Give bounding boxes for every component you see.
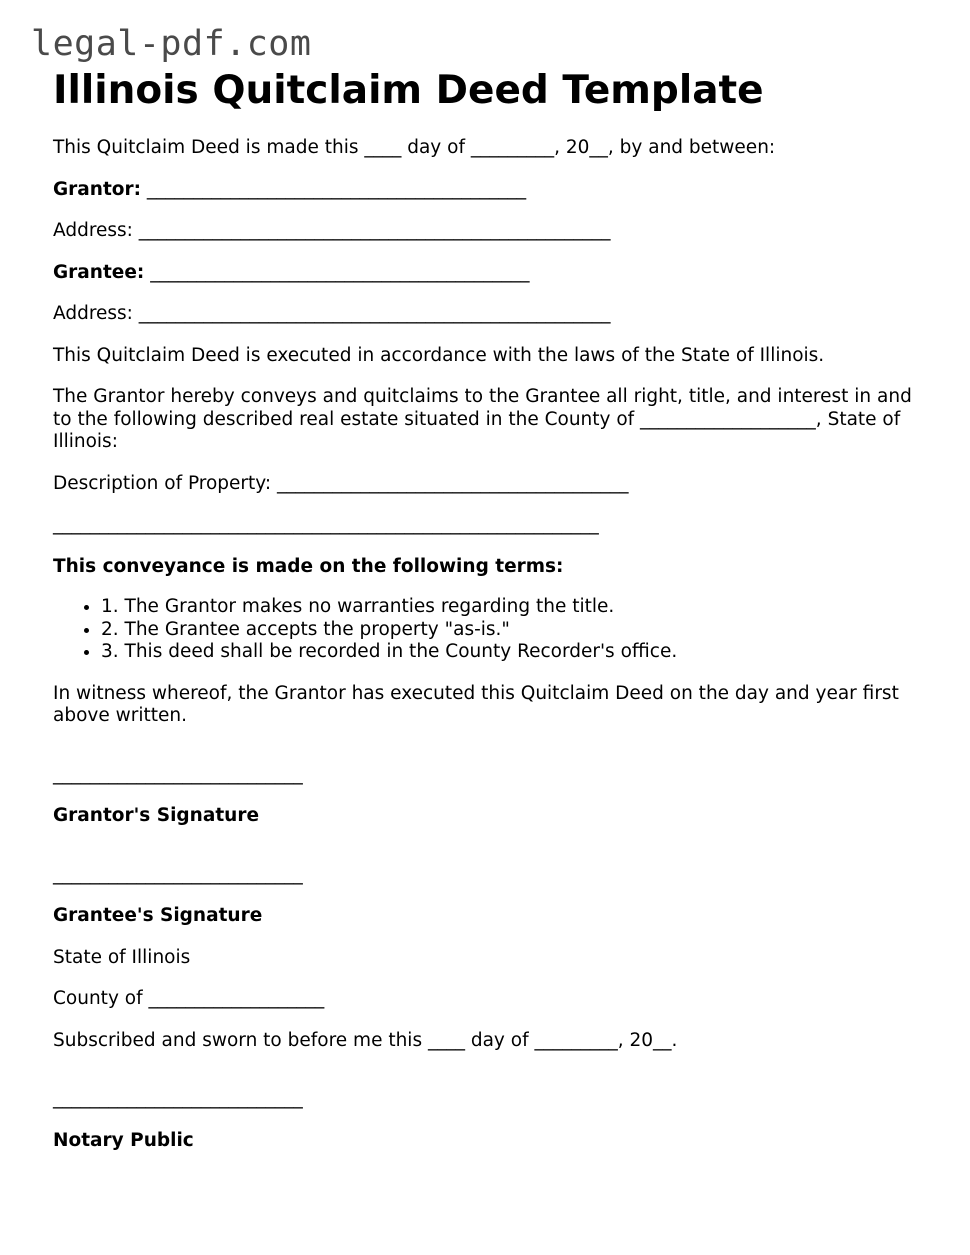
- county-line: County of ___________________: [53, 988, 325, 1009]
- grantor-signature-line: ___________________________: [53, 763, 303, 785]
- grantee-blank: _________________________________________: [144, 261, 530, 283]
- terms-item: • 2. The Grantee accepts the property "as-is.": [101, 619, 913, 642]
- grantee-label: Grantee:: [53, 261, 145, 283]
- page-title: Illinois Quitclaim Deed Template: [53, 68, 764, 113]
- grantee-address-line: Address: ___________________________________________________: [53, 303, 611, 324]
- grantor-line: [53, 179, 913, 202]
- accordance-paragraph: This Quitclaim Deed is executed in accordance with the laws of the State of Illinois.: [53, 344, 825, 366]
- description-continuation-line: ___________________________________________________________: [53, 514, 599, 535]
- conveys-paragraph: The Grantor hereby conveys and quitclaims to the Grantee all right, title, and interest in and to the following described real estate situated in the County of ___________________, State of Illinois:: [53, 386, 918, 452]
- intro-paragraph: This Quitclaim Deed is made this ____ day of _________, 20__, by and between:: [53, 137, 776, 158]
- notary-label: Notary Public: [53, 1129, 194, 1151]
- grantor-label: Grantor:: [53, 178, 142, 200]
- terms-item: • 3. This deed shall be recorded in the County Recorder's office.: [101, 641, 913, 664]
- subscribed-line: Subscribed and sworn to before me this ____ day of _________, 20__.: [53, 1029, 678, 1051]
- grantee-signature-label: Grantee's Signature: [53, 905, 263, 926]
- witness-paragraph: In witness whereof, the Grantor has executed this Quitclaim Deed on the day and year first above written.: [53, 682, 905, 726]
- grantor-address-line: Address: ___________________________________________________: [53, 220, 611, 241]
- grantor-blank: _________________________________________: [141, 178, 527, 200]
- grantee-line: [53, 262, 913, 285]
- document-body: [53, 68, 918, 1152]
- state-line: State of Illinois: [53, 946, 191, 968]
- watermark-logo: legal-pdf.com: [31, 24, 312, 64]
- terms-item: • 1. The Grantor makes no warranties regarding the title.: [101, 596, 913, 619]
- terms-list: [53, 596, 913, 664]
- grantor-signature-label: Grantor's Signature: [53, 805, 260, 826]
- notary-signature-line: ___________________________: [53, 1088, 303, 1109]
- description-line: Description of Property: ______________________________________: [53, 472, 629, 494]
- terms-heading: This conveyance is made on the following terms:: [53, 555, 564, 577]
- grantee-signature-line: ___________________________: [53, 863, 303, 885]
